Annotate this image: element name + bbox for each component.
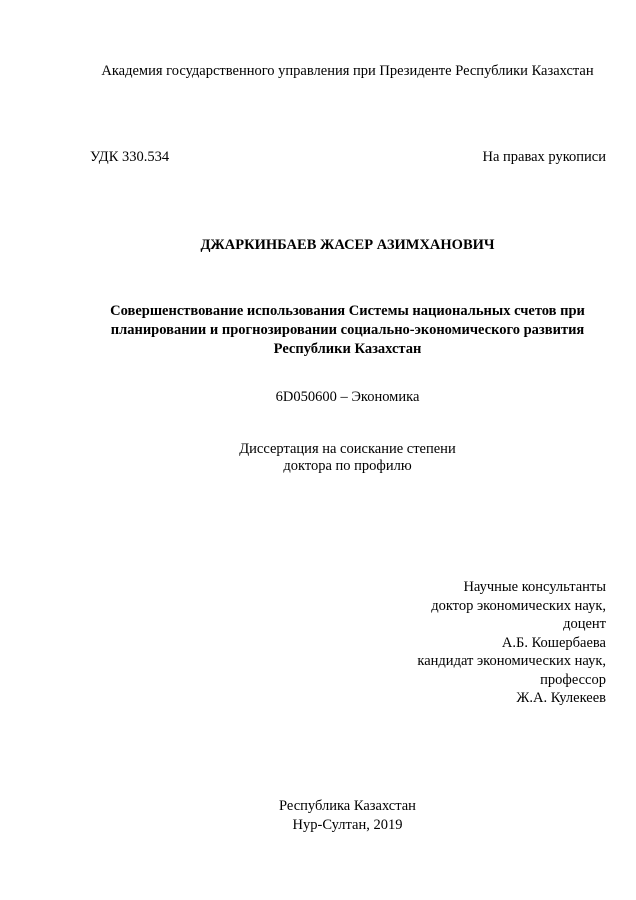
advisor-2-name: Ж.А. Кулекеев	[516, 690, 606, 706]
place-and-year	[90, 797, 605, 835]
advisors-heading: Научные консультанты	[463, 579, 606, 595]
scientific-advisors	[306, 578, 606, 708]
author-name: ДЖАРКИНБАЕВ ЖАСЕР АЗИМХАНОВИЧ	[200, 237, 495, 253]
institution-name: Академия государственного управления при Президенте Республики Казахстан	[101, 63, 594, 79]
specialty-code: 6D050600 – Экономика	[275, 389, 420, 405]
title-line: Республики Казахстан	[273, 341, 422, 357]
degree-line: доктора по профилю	[283, 458, 412, 474]
city-year: Нур-Султан, 2019	[292, 817, 403, 833]
manuscript-rights: На правах рукописи	[482, 149, 606, 165]
title-line: Совершенствование использования Системы национальных счетов при	[110, 303, 585, 319]
advisor-1-name: А.Б. Кошербаева	[501, 634, 606, 651]
advisor-1-rank: доцент	[563, 616, 606, 632]
dissertation-title	[90, 302, 605, 359]
advisor-1-degree: доктор экономических наук,	[431, 597, 606, 614]
degree-statement	[90, 441, 605, 475]
degree-line: Диссертация на соискание степени	[239, 441, 456, 457]
country: Республика Казахстан	[279, 798, 416, 814]
advisor-2-rank: профессор	[540, 671, 606, 688]
advisor-2-degree: кандидат экономических наук,	[417, 653, 606, 669]
udk-code: УДК 330.534	[90, 149, 170, 165]
title-line: планировании и прогнозировании социально-экономического развития	[110, 322, 585, 338]
